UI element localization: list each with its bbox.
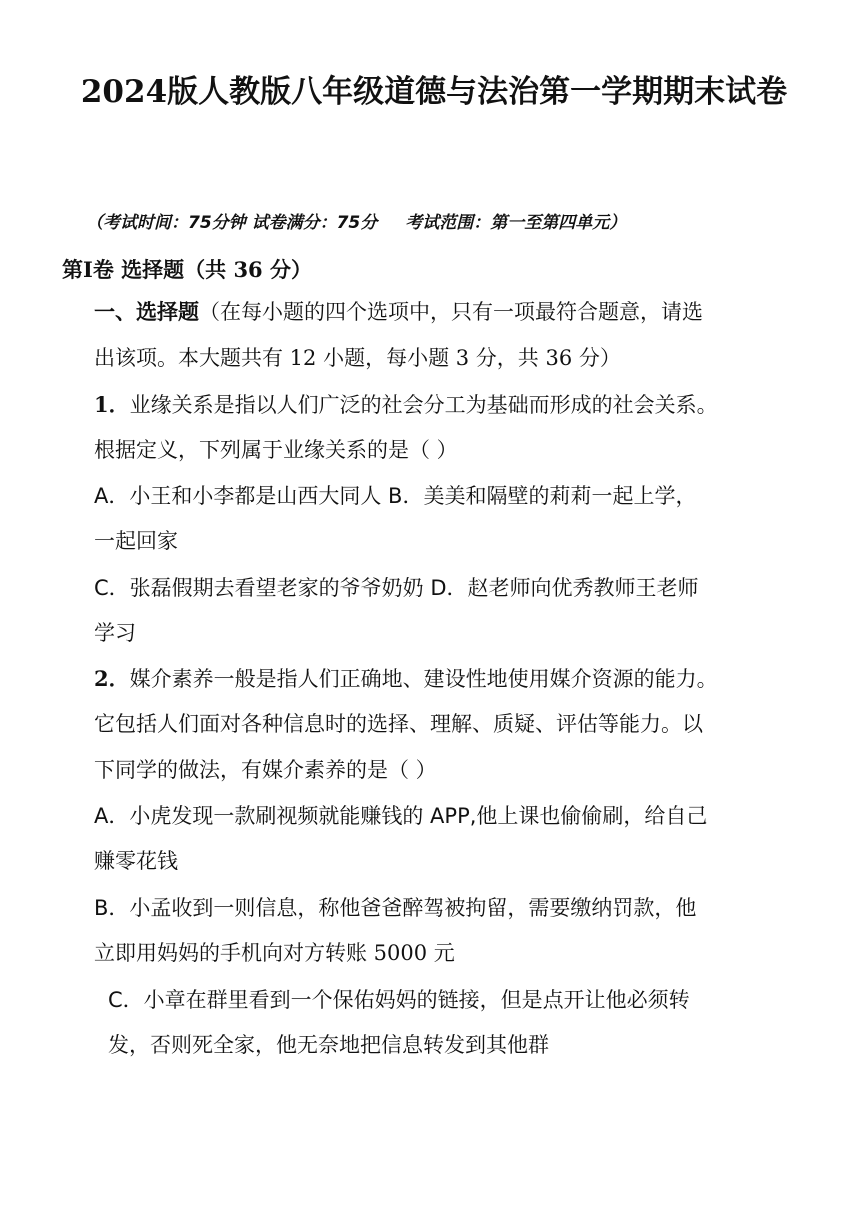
meta-time-value: 75 <box>188 213 212 233</box>
meta-score-value: 75 <box>336 213 361 233</box>
meta-score-unit: 分 <box>360 213 378 233</box>
part-instruction-1: （在每小题的四个选项中，只有一项最符合题意，请选 <box>199 300 703 324</box>
exam-meta <box>86 208 786 233</box>
question-1-options-row-1b: 一起回家 <box>94 529 178 553</box>
exam-title: 2024版人教版八年级道德与法治第一学期期末试卷 <box>80 74 788 110</box>
question-2-stem-2: 它包括人们面对各种信息时的选择、理解、质疑、评估等能力。以 <box>94 712 703 736</box>
question-1-options-row-2: C．张磊假期去看望老家的爷爷奶奶 D．赵老师向优秀教师王老师 <box>94 576 699 600</box>
question-2-stem-3: 下同学的做法，有媒介素养的是（ ） <box>94 758 437 782</box>
question-2-option-b-1: B．小孟收到一则信息，称他爸爸醉驾被拘留，需要缴纳罚款，他 <box>94 896 697 920</box>
section-title: 第Ⅰ卷 选择题（共 36 分） <box>62 257 312 282</box>
meta-open: （考试时间： <box>86 213 188 233</box>
question-1-line-1 <box>94 390 718 420</box>
part-heading-line <box>94 297 703 327</box>
question-2-option-b-2: 立即用妈妈的手机向对方转账 5000 元 <box>94 941 455 965</box>
question-2-option-c-2: 发，否则死全家，他无奈地把信息转发到其他群 <box>108 1033 549 1057</box>
question-2-option-c-1: C．小章在群里看到一个保佑妈妈的链接，但是点开让他必须转 <box>108 988 690 1012</box>
part-heading: 一、选择题 <box>94 299 199 324</box>
question-1-stem-1: 业缘关系是指以人们广泛的社会分工为基础而形成的社会关系。 <box>129 393 718 417</box>
question-1-number: 1． <box>94 392 130 417</box>
part-instruction-2: 出该项。本大题共有 12 小题，每小题 3 分，共 36 分） <box>94 346 621 370</box>
question-1-stem-2: 根据定义，下列属于业缘关系的是（ ） <box>94 438 458 462</box>
question-2-number: 2． <box>94 666 130 691</box>
question-1-options-row-2b: 学习 <box>94 621 136 645</box>
question-2-stem-1: 媒介素养一般是指人们正确地、建设性地使用媒介资源的能力。 <box>129 667 718 691</box>
question-2-option-a-2: 赚零花钱 <box>94 849 178 873</box>
meta-range: 考试范围：第一至第四单元） <box>405 213 627 233</box>
meta-time-unit: 分钟 试卷满分： <box>211 213 337 233</box>
question-1-options-row-1: A．小王和小李都是山西大同人 B．美美和隔壁的莉莉一起上学， <box>94 484 697 508</box>
question-2-option-a-1: A．小虎发现一款刷视频就能赚钱的 APP,他上课也偷偷刷，给自己 <box>94 804 708 828</box>
question-2-line-1 <box>94 664 718 694</box>
